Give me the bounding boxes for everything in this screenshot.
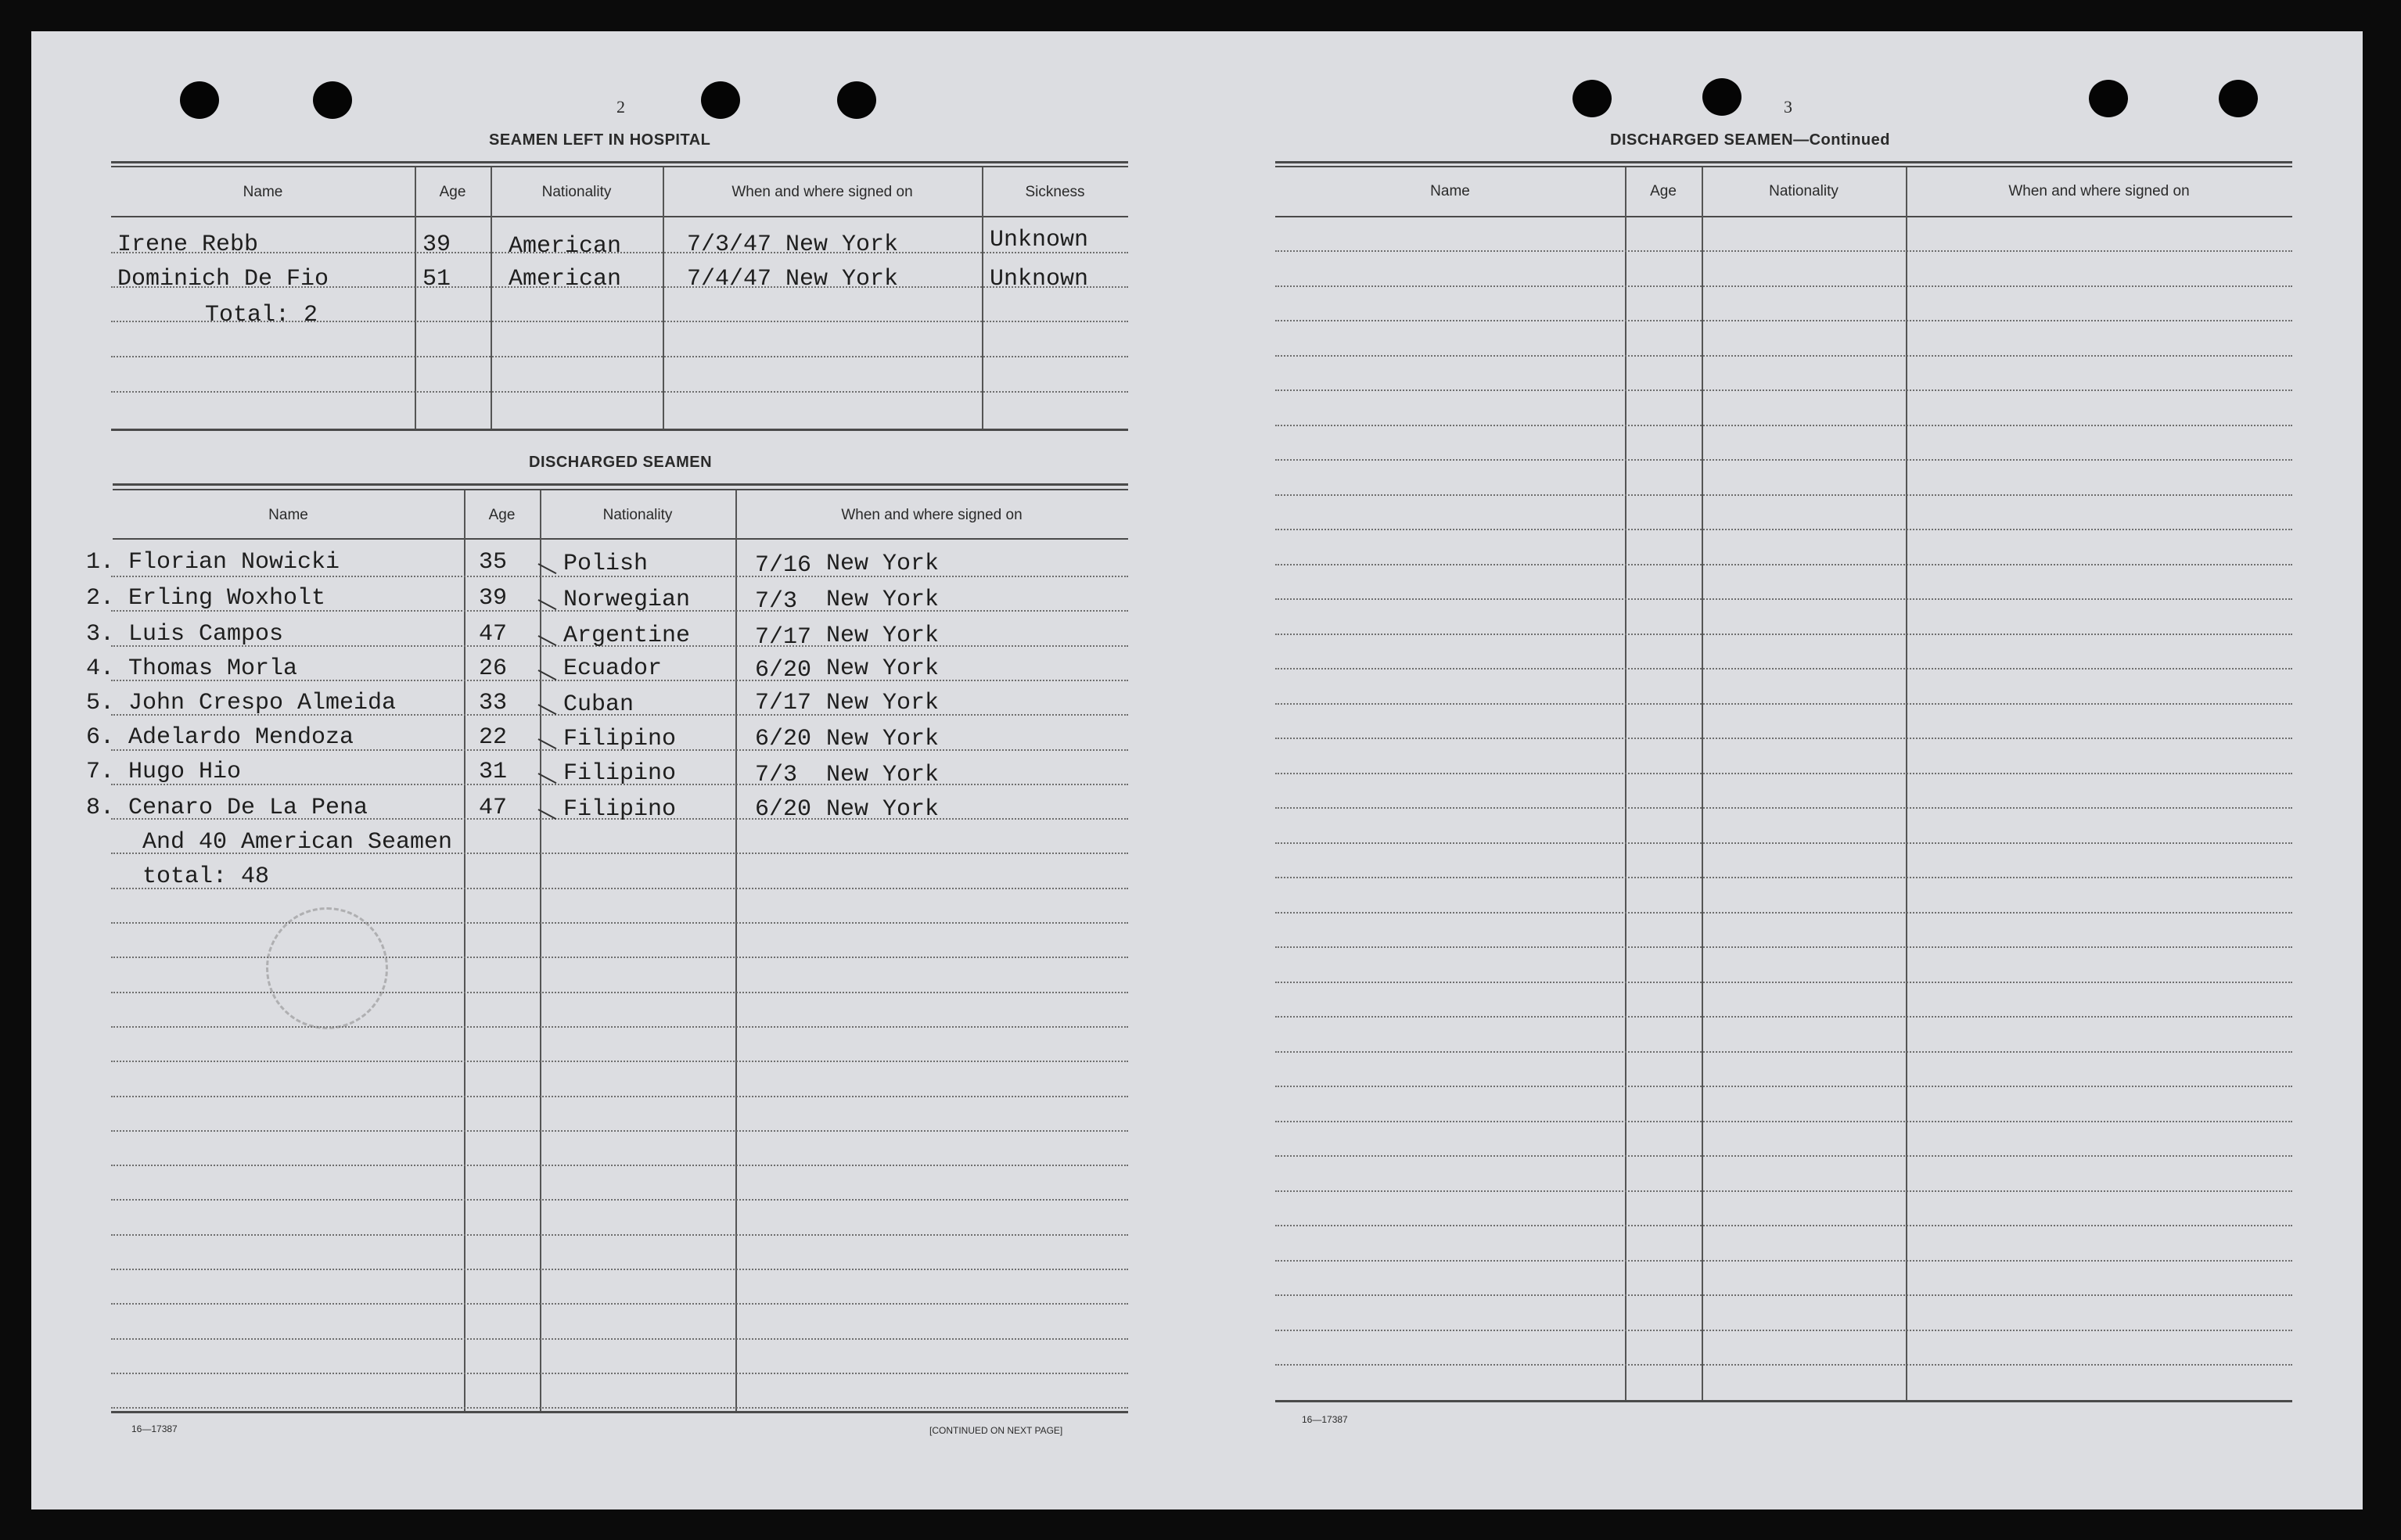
hospital-signed: 7/3/47 New York (687, 232, 899, 258)
punch-hole (2219, 80, 2258, 117)
seaman-name: Adelardo Mendoza (128, 724, 354, 751)
ruled-line (1275, 598, 2292, 600)
ruled-line (111, 1338, 1128, 1340)
ruled-line (1275, 459, 2292, 461)
hospital-nationality: American (509, 266, 622, 293)
table-bottom-rule (111, 429, 1128, 431)
seaman-age: 33 (479, 690, 508, 716)
table-top-rule (111, 166, 1128, 167)
table-top-rule (1275, 166, 2292, 167)
seaman-age: 39 (479, 585, 508, 612)
faded-stamp (266, 907, 388, 1029)
seaman-name: Erling Woxholt (128, 585, 326, 612)
hospital-nationality: American (509, 233, 622, 260)
row-number: 7. (86, 759, 115, 785)
table-bottom-rule (111, 1411, 1128, 1413)
page-number: 2 (616, 97, 625, 117)
ruled-line (1275, 1121, 2292, 1122)
hospital-name: Dominich De Fio (117, 266, 329, 293)
ruled-line (111, 957, 1128, 958)
left-page (31, 31, 1197, 1509)
header-signed: When and where signed on (2008, 183, 2190, 199)
ruled-line (111, 1130, 1128, 1132)
table-top-rule (111, 161, 1128, 163)
discharged-total: total: 48 (142, 863, 270, 890)
signed-date: 7/17 (755, 690, 812, 716)
form-number: 16—17387 (1302, 1414, 1348, 1425)
header-signed: When and where signed on (841, 507, 1023, 523)
header-name: Name (1430, 183, 1470, 199)
signed-place: New York (826, 726, 940, 752)
ruled-line (1275, 1260, 2292, 1262)
seaman-nationality: Cuban (563, 691, 634, 718)
signed-date: 7/3 (755, 588, 798, 615)
seaman-age: 26 (479, 655, 508, 682)
punch-hole (701, 81, 740, 119)
ruled-line (1275, 703, 2292, 705)
header-bottom-rule (113, 538, 1128, 540)
column-divider (735, 490, 737, 1411)
seaman-name: Thomas Morla (128, 655, 298, 682)
ruled-line (1275, 912, 2292, 914)
seaman-age: 22 (479, 724, 508, 751)
ruled-line (1275, 285, 2292, 287)
page-number: 3 (1784, 97, 1792, 117)
punch-hole (1702, 78, 1741, 116)
seaman-nationality: Filipino (563, 760, 677, 787)
column-divider (663, 167, 664, 429)
ruled-line (1275, 634, 2292, 635)
ruled-line (1275, 1051, 2292, 1053)
row-number: 3. (86, 621, 115, 648)
header-age: Age (488, 507, 516, 523)
signed-place: New York (826, 655, 940, 682)
signed-date: 7/16 (755, 552, 812, 579)
signed-date: 7/17 (755, 624, 812, 651)
ruled-line (1275, 1155, 2292, 1157)
ruled-line (111, 391, 1128, 393)
ruled-line (1275, 842, 2292, 844)
ruled-line (111, 1373, 1128, 1374)
signed-date: 6/20 (755, 657, 812, 684)
hospital-section-title: SEAMEN LEFT IN HOSPITAL (489, 131, 711, 149)
header-name: Name (243, 184, 283, 200)
ruled-line (1275, 1086, 2292, 1087)
row-number: 8. (86, 795, 115, 821)
seaman-nationality: Polish (563, 551, 649, 577)
row-number: 5. (86, 690, 115, 716)
header-nationality: Nationality (1769, 183, 1838, 199)
ruled-line (1275, 494, 2292, 496)
header-age: Age (439, 184, 466, 200)
ruled-line (1275, 1364, 2292, 1366)
ruled-line (111, 356, 1128, 357)
ruled-line (1275, 320, 2292, 321)
ruled-line (1275, 773, 2292, 774)
seaman-nationality: Filipino (563, 726, 677, 752)
form-number: 16—17387 (131, 1423, 178, 1434)
header-bottom-rule (1275, 216, 2292, 217)
seaman-name: Cenaro De La Pena (128, 795, 368, 821)
column-divider (1625, 167, 1626, 1400)
row-number: 1. (86, 549, 115, 576)
ruled-line (111, 1303, 1128, 1305)
signed-place: New York (826, 551, 940, 577)
column-divider (415, 167, 416, 429)
column-divider (982, 167, 983, 429)
ruled-line (1275, 738, 2292, 739)
ruled-line (1275, 355, 2292, 357)
ruled-line (1275, 1225, 2292, 1226)
punch-hole (313, 81, 352, 119)
seaman-name: Hugo Hio (128, 759, 242, 785)
ruled-line (111, 1234, 1128, 1236)
ruled-line (111, 1199, 1128, 1201)
header-sickness: Sickness (1025, 184, 1085, 200)
signed-place: New York (826, 796, 940, 823)
ruled-line (111, 1061, 1128, 1062)
ruled-line (1275, 425, 2292, 426)
ruled-line (1275, 1294, 2292, 1296)
seaman-age: 47 (479, 621, 508, 648)
punch-hole (180, 81, 219, 119)
hospital-age: 39 (422, 232, 451, 258)
ruled-line (1275, 982, 2292, 983)
seaman-name: Luis Campos (128, 621, 284, 648)
ruled-line (1275, 946, 2292, 948)
header-name: Name (268, 507, 308, 523)
hospital-signed: 7/4/47 New York (687, 266, 899, 293)
hospital-name: Irene Rebb (117, 232, 259, 258)
row-number: 6. (86, 724, 115, 751)
table-top-rule (113, 483, 1128, 486)
column-divider (1906, 167, 1907, 1400)
seaman-age: 47 (479, 795, 508, 821)
continued-note: [CONTINUED ON NEXT PAGE] (929, 1425, 1063, 1436)
seaman-nationality: Norwegian (563, 587, 691, 613)
ruled-line (1275, 564, 2292, 565)
hospital-sickness: Unknown (990, 227, 1089, 253)
seaman-name: John Crespo Almeida (128, 690, 397, 716)
hospital-sickness: Unknown (990, 266, 1089, 293)
header-signed: When and where signed on (731, 184, 913, 200)
ruled-line (111, 1026, 1128, 1028)
column-divider (1702, 167, 1703, 1400)
table-bottom-rule (1275, 1400, 2292, 1402)
punch-hole (837, 81, 876, 119)
punch-hole (1573, 80, 1612, 117)
signed-date: 6/20 (755, 796, 812, 823)
ruled-line (111, 1407, 1128, 1409)
ruled-line (111, 1269, 1128, 1270)
seaman-name: Florian Nowicki (128, 549, 340, 576)
ruled-line (1275, 1016, 2292, 1018)
ruled-line (111, 1096, 1128, 1097)
signed-date: 6/20 (755, 726, 812, 752)
column-divider (540, 490, 541, 1411)
table-top-rule (1275, 161, 2292, 163)
row-number: 2. (86, 585, 115, 612)
ruled-line (111, 992, 1128, 993)
ruled-line (1275, 1330, 2292, 1331)
discharged-section-title: DISCHARGED SEAMEN (529, 454, 713, 471)
continued-section-title: DISCHARGED SEAMEN—Continued (1610, 131, 1890, 149)
signed-place: New York (826, 690, 940, 716)
seaman-nationality: Filipino (563, 796, 677, 823)
header-bottom-rule (111, 216, 1128, 217)
ruled-line (1275, 1190, 2292, 1192)
ruled-line (111, 1165, 1128, 1166)
hospital-age: 51 (422, 266, 451, 293)
row-number: 4. (86, 655, 115, 682)
ruled-line (1275, 668, 2292, 669)
ruled-line (1275, 250, 2292, 252)
signed-place: New York (826, 623, 940, 649)
ruled-line (1275, 877, 2292, 878)
signed-date: 7/3 (755, 762, 798, 788)
right-page (1197, 31, 2363, 1509)
signed-place: New York (826, 762, 940, 788)
header-nationality: Nationality (541, 184, 612, 200)
column-divider (491, 167, 492, 429)
column-divider (464, 490, 465, 1411)
signed-place: New York (826, 587, 940, 613)
ruled-line (111, 922, 1128, 924)
punch-hole (2089, 80, 2128, 117)
american-seamen-note: And 40 American Seamen (142, 829, 453, 856)
seaman-age: 35 (479, 549, 508, 576)
ruled-line (1275, 529, 2292, 530)
hospital-total: Total: 2 (205, 302, 318, 328)
seaman-nationality: Ecuador (563, 655, 663, 682)
ruled-line (1275, 807, 2292, 809)
table-top-rule (113, 489, 1128, 490)
ruled-line (1275, 389, 2292, 391)
header-age: Age (1650, 183, 1677, 199)
seaman-age: 31 (479, 759, 508, 785)
header-nationality: Nationality (602, 507, 673, 523)
seaman-nationality: Argentine (563, 623, 691, 649)
